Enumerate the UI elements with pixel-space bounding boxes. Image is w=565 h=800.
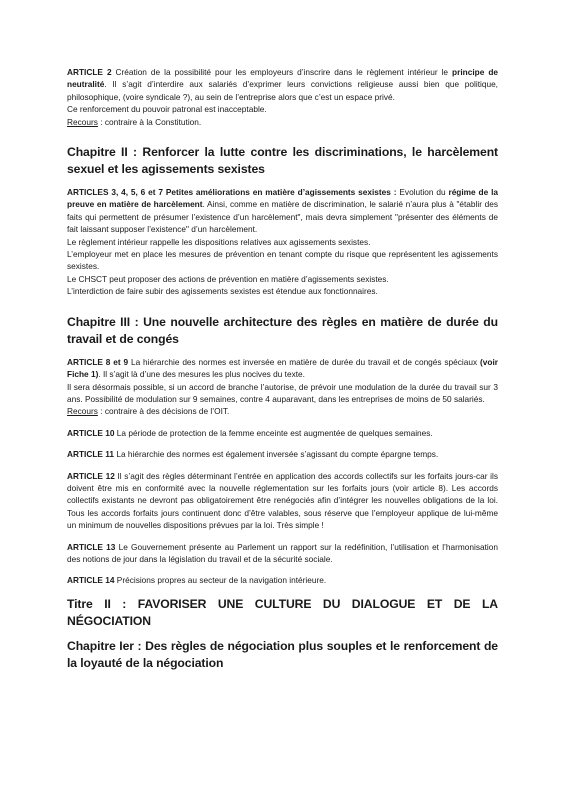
articles-3-7-fonctionnaires: L’interdiction de faire subir des agissements sexistes est étendue aux fonctionnaires. — [67, 286, 378, 297]
titre-2-heading: Titre II : FAVORISER UNE CULTURE DU DIALOGUE ET DE LA NÉGOCIATION — [67, 596, 498, 628]
chapitre-2-heading: Chapitre II : Renforcer la lutte contre les discriminations, le harcèlement sexuel et les agissements sexistes — [67, 145, 498, 177]
article-10-block: ARTICLE 10 La période de protection de la femme enceinte est augmentée de quelques semaines. — [67, 427, 433, 438]
article-11-block: ARTICLE 11 La hiérarchie des normes est également inversée s’agissant du compte épargne temps. — [67, 449, 439, 460]
chapitre-1er-heading: Chapitre Ier : Des règles de négociation plus souples et le renforcement de la loyauté de la négociation — [67, 638, 498, 670]
article-13-block: ARTICLE 13 Le Gouvernement présente au Parlement un rapport sur la redéfinition, l’utilisation et l’harmonisation des notions de jour dans la législation du travail et de la sécurité sociale. — [67, 541, 499, 564]
article-2-recours: Recours : contraire à la Constitution. — [67, 116, 202, 127]
article-10-label: ARTICLE 10 — [67, 427, 115, 438]
article-14-label: ARTICLE 14 — [67, 575, 115, 586]
articles-3-7-label: ARTICLES 3, 4, 5, 6 et 7 Petites améliorations en matière d’agissements sexistes : — [67, 187, 397, 198]
articles-8-9-label: ARTICLE 8 et 9 — [67, 356, 129, 367]
chapitre-3-heading: Chapitre III : Une nouvelle architecture des règles en matière de durée du travail et de congés — [67, 314, 498, 346]
article-14-block: ARTICLE 14 Précisions propres au secteur de la navigation intérieure. — [67, 575, 327, 586]
articles-3-7-reglement: Le règlement intérieur rappelle les dispositions relatives aux agissements sexistes. — [67, 236, 371, 247]
article-13-label: ARTICLE 13 — [67, 541, 116, 552]
articles-8-9-recours: Recours : contraire à des décisions de l’OIT. — [67, 406, 230, 417]
article-12-label: ARTICLE 12 — [67, 470, 115, 481]
article-11-label: ARTICLE 11 — [67, 449, 115, 460]
articles-8-9-paragraph: ARTICLE 8 et 9 La hiérarchie des normes est inversée en matière de durée du travail et de congés spéciaux (voir Fiche 1). Il s’agit là d’une des mesures les plus nocives du texte. — [67, 356, 498, 380]
article-12-block: ARTICLE 12 Il s’agit des règles déterminant l’entrée en application des accords collectifs sur les forfaits jours-car ils doivent être mis en conformité avec la nouvelle réglementation sur les forfaits jours (voir article 8). Les accords collectifs existants ne devront pas obligatoirement être renégociés afin d’intégrer les nouvelles obligations de la loi. Tous les accords forfaits jours continuent donc d’être valables, sous réserve que l’employeur applique de lui-même un minimum de nouvelles dispositions prévues par la loi. Très simple ! — [67, 470, 498, 531]
articles-8-9-modulation: Il sera désormais possible, si un accord de branche l’autorise, de prévoir une modulation de la durée du travail sur 3 ans. Possibilité de modulation sur 9 semaines, contre 4 auparavant, dans les entreprises de moins de 50 salariés. — [67, 381, 498, 404]
articles-3-7-block — [67, 186, 498, 298]
article-2-label: ARTICLE 2 — [67, 67, 112, 77]
article-2-conclusion: Ce renforcement du pouvoir patronal est inacceptable. — [67, 104, 267, 115]
articles-3-7-chsct: Le CHSCT peut proposer des actions de prévention en matière d’agissements sexistes. — [67, 273, 389, 284]
article-2-block — [67, 66, 498, 128]
articles-8-9-block — [67, 356, 498, 418]
articles-3-7-paragraph: ARTICLES 3, 4, 5, 6 et 7 Petites améliorations en matière d’agissements sexistes : Evolution du régime de la preuve en matière de harcèlement. Ainsi, comme en matière de discrimination, le salarié n’aura plus à "établir des faits qui permettent de présumer l’existence d’un harcèlement", mais devra simplement "présenter des éléments de fait laissant supposer l’existence" d’un harcèlement. — [67, 187, 499, 235]
articles-3-7-employeur: L’employeur met en place les mesures de prévention en tenant compte du risque que représentent les agissements sexistes. — [67, 249, 498, 272]
article-2-paragraph: ARTICLE 2 Création de la possibilité pour les employeurs d’inscrire dans le règlement intérieur le principe de neutralité. Il s’agit d’interdire aux salariés d’exprimer leurs convictions religieuse aussi bien que politique, philosophique, (voire syndicale ?), au sein de l’entreprise alors que c’est un espace privé. — [67, 67, 498, 102]
